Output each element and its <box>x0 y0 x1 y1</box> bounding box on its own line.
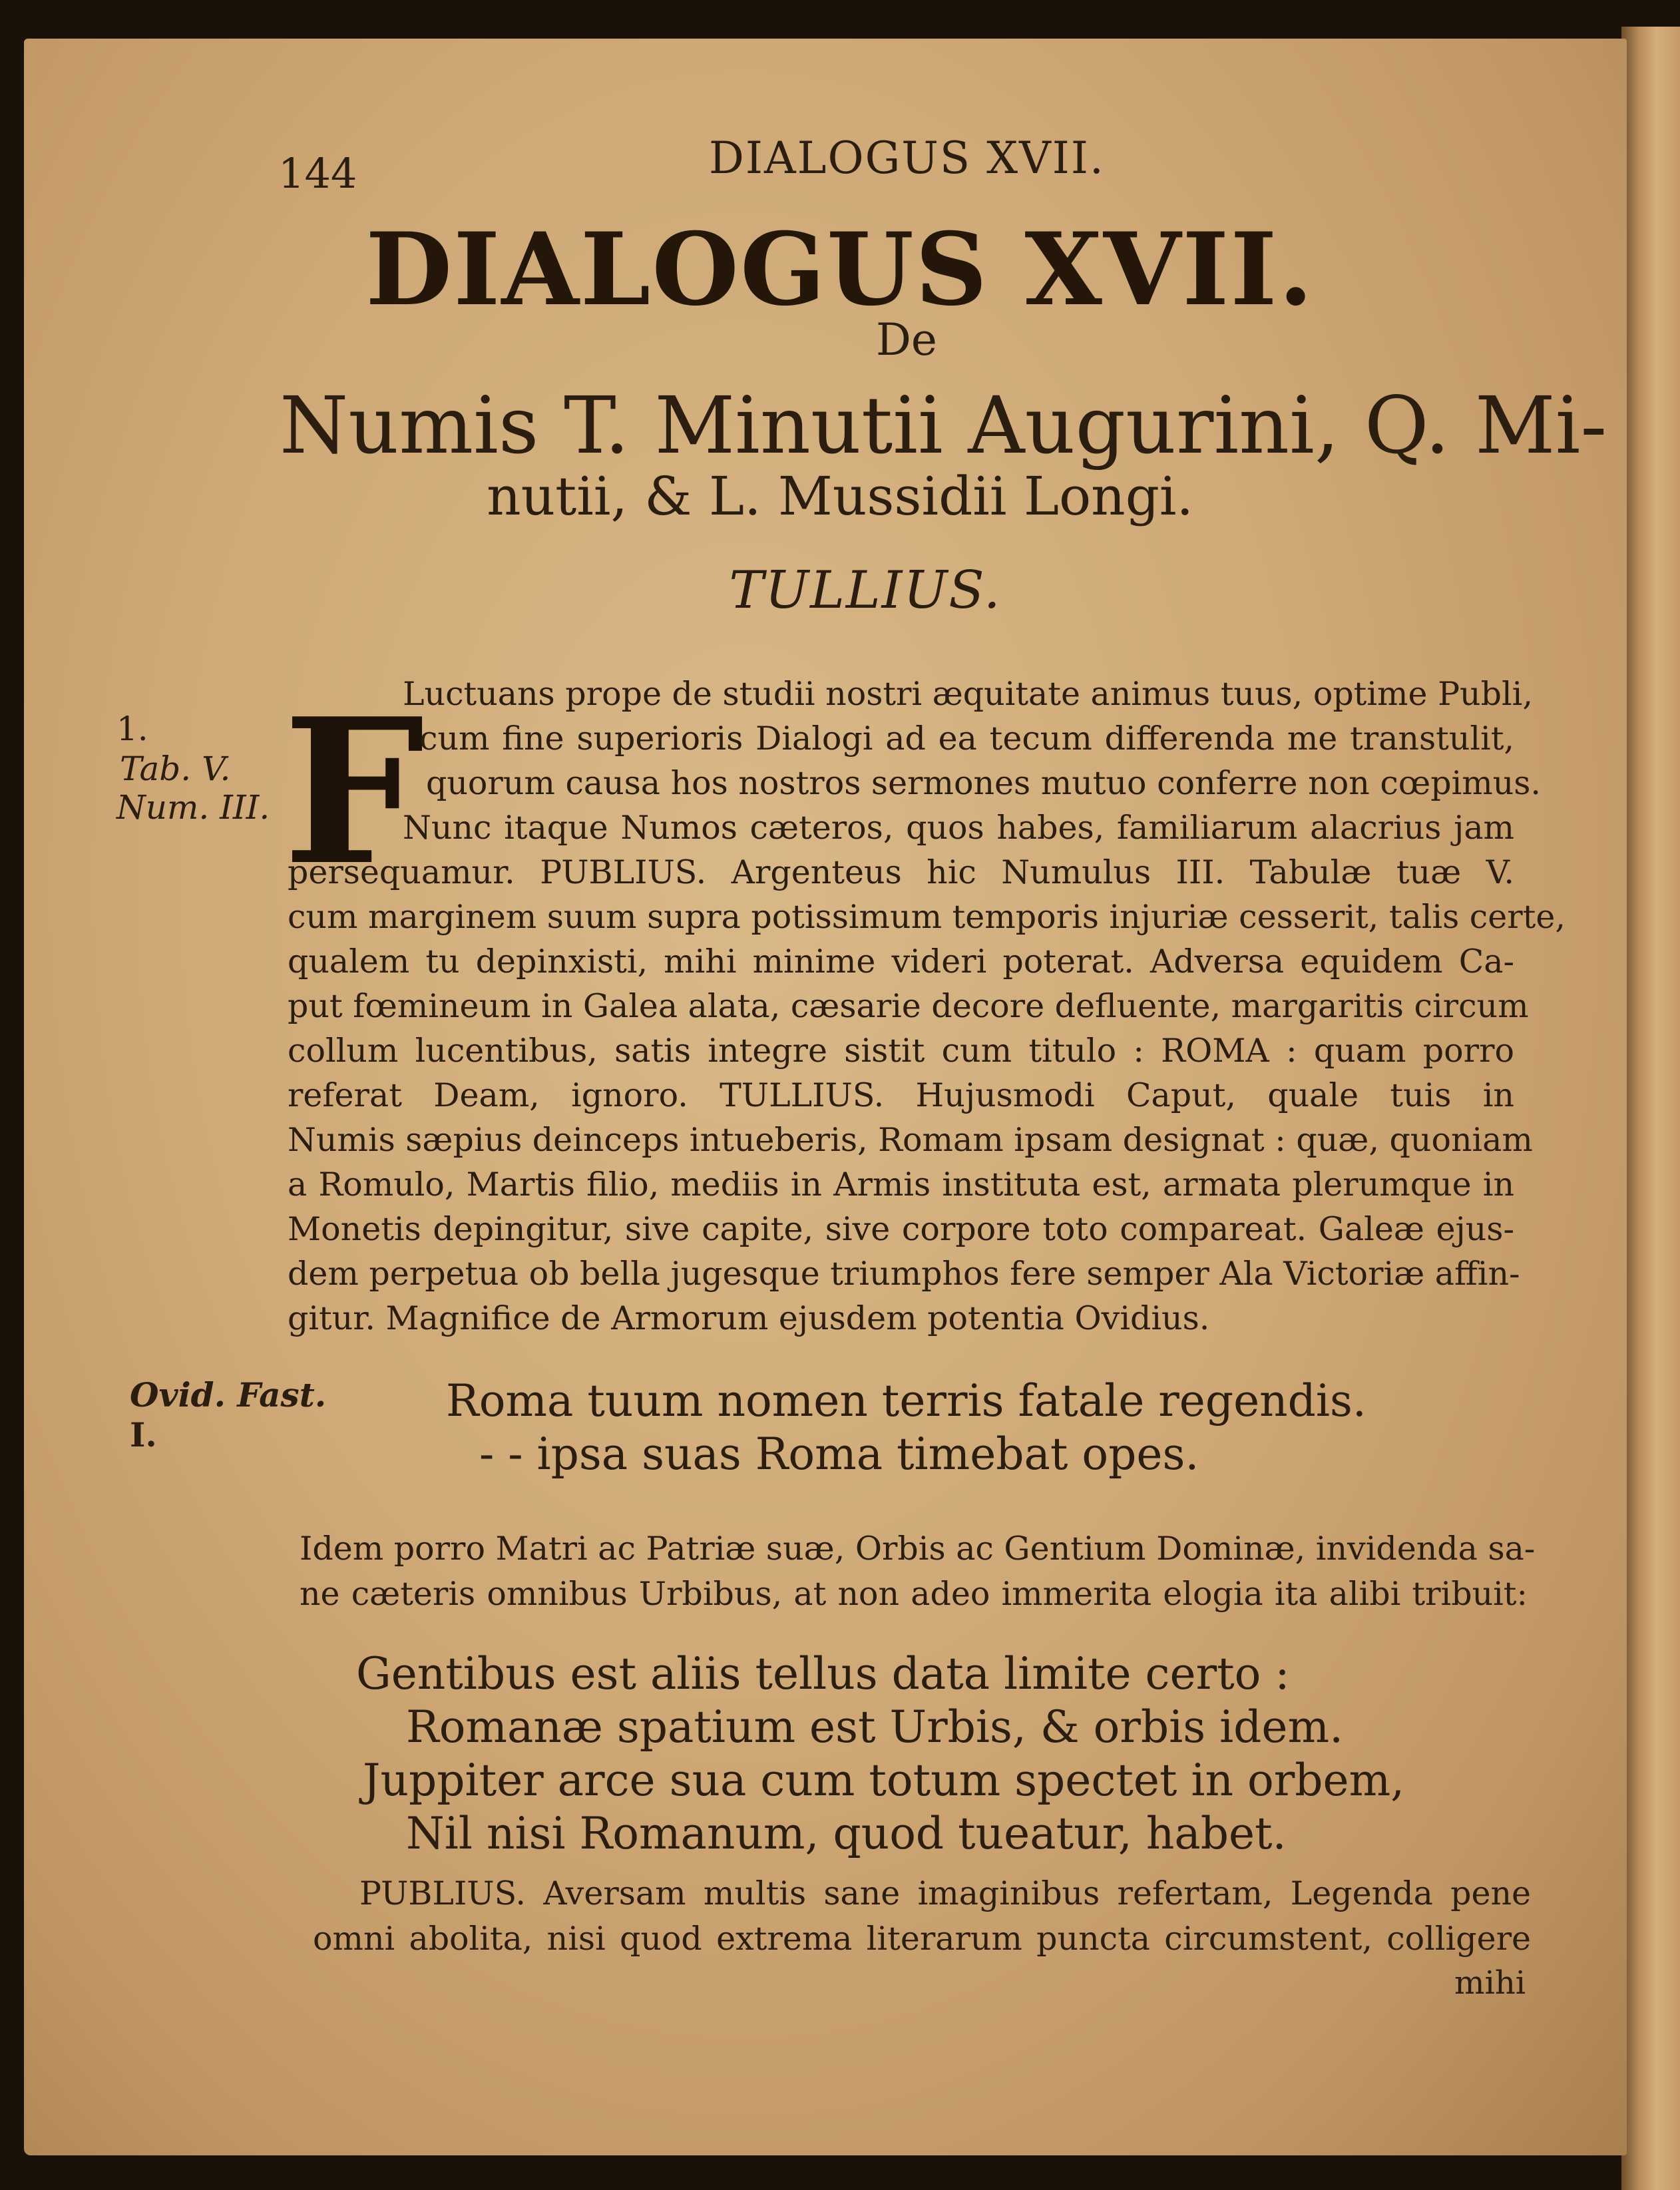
body-line: Nunc itaque Numos cæteros, quos habes, familiarum alacrius jam <box>403 809 1514 847</box>
body-line: Numis sæpius deinceps intueberis, Romam ipsam designat : quæ, quoniam <box>288 1121 1533 1159</box>
verse-line: Romanæ spatium est Urbis, & orbis idem. <box>406 1701 1344 1753</box>
body-line: omni abolita, nisi quod extrema literarum puncta circumstent, colligere <box>313 1920 1531 1958</box>
margin-note-source: Ovid. Fast. <box>130 1375 327 1415</box>
margin-note-source-number: I. <box>130 1415 157 1454</box>
body-line: referat Deam, ignoro. TULLIUS. Hujusmodi Caput, quale tuis in <box>288 1076 1514 1114</box>
dialogue-subtitle-line1: Numis T. Minutii Augurini, Q. Mi- <box>280 379 1607 471</box>
margin-note-number: 1. <box>116 710 148 748</box>
dialogue-title: DIALOGUS XVII. <box>365 211 1315 328</box>
body-line: ne cæteris omnibus Urbibus, at non adeo immerita elogia ita alibi tribuit: <box>300 1575 1528 1613</box>
verse-line: - - ipsa suas Roma timebat opes. <box>479 1428 1199 1480</box>
body-line: persequamur. PUBLIUS. Argenteus hic Numulus III. Tabulæ tuæ V. <box>288 853 1514 891</box>
body-line: Luctuans prope de studii nostri æquitate animus tuus, optime Publi, <box>403 675 1533 713</box>
page-number: 144 <box>278 149 357 198</box>
body-line: cum marginem suum supra potissimum temporis injuriæ cesserit, talis certe, <box>288 898 1566 936</box>
body-line: quorum causa hos nostros sermones mutuo conferre non cœpimus. <box>426 764 1541 802</box>
speaker-heading: TULLIUS. <box>729 560 1002 620</box>
body-line: put fœmineum in Galea alata, cæsarie decore defluente, margaritis circum <box>288 987 1529 1025</box>
body-line: dem perpetua ob bella jugesque triumphos fere semper Ala Victoriæ affin- <box>288 1255 1520 1293</box>
body-line: Idem porro Matri ac Patriæ suæ, Orbis ac Gentium Dominæ, invidenda sa- <box>300 1530 1536 1568</box>
running-head-title: DIALOGUS XVII. <box>709 132 1105 184</box>
drop-cap: F <box>283 674 425 909</box>
catchword: mihi <box>1454 1964 1526 2002</box>
margin-note-tab: Tab. V. <box>120 750 231 788</box>
verse-line: Roma tuum nomen terris fatale regendis. <box>446 1375 1366 1426</box>
body-line: cum fine superioris Dialogi ad ea tecum differenda me transtulit, <box>419 720 1514 758</box>
dialogue-subtitle-line2: nutii, & L. Mussidii Longi. <box>487 465 1193 527</box>
verse-line: Nil nisi Romanum, quod tueatur, habet. <box>406 1808 1287 1859</box>
body-line: qualem tu depinxisti, mihi minime videri poterat. Adversa equidem Ca- <box>288 943 1514 981</box>
body-line: PUBLIUS. Aversam multis sane imaginibus refertam, Legenda pene <box>359 1874 1531 1912</box>
body-line: a Romulo, Martis filio, mediis in Armis instituta est, armata plerumque in <box>288 1166 1514 1204</box>
body-line: gitur. Magnifice de Armorum ejusdem potentia Ovidius. <box>288 1299 1210 1337</box>
body-line: collum lucentibus, satis integre sistit cum titulo : ROMA : quam porro <box>288 1032 1514 1070</box>
margin-note-num: Num. III. <box>116 788 270 827</box>
body-line: Monetis depingitur, sive capite, sive corpore toto compareat. Galeæ ejus- <box>288 1210 1514 1248</box>
dialogue-de: De <box>876 314 937 365</box>
verse-line: Juppiter arce sua cum totum spectet in orbem, <box>363 1755 1405 1806</box>
verse-line: Gentibus est aliis tellus data limite certo : <box>356 1648 1290 1699</box>
